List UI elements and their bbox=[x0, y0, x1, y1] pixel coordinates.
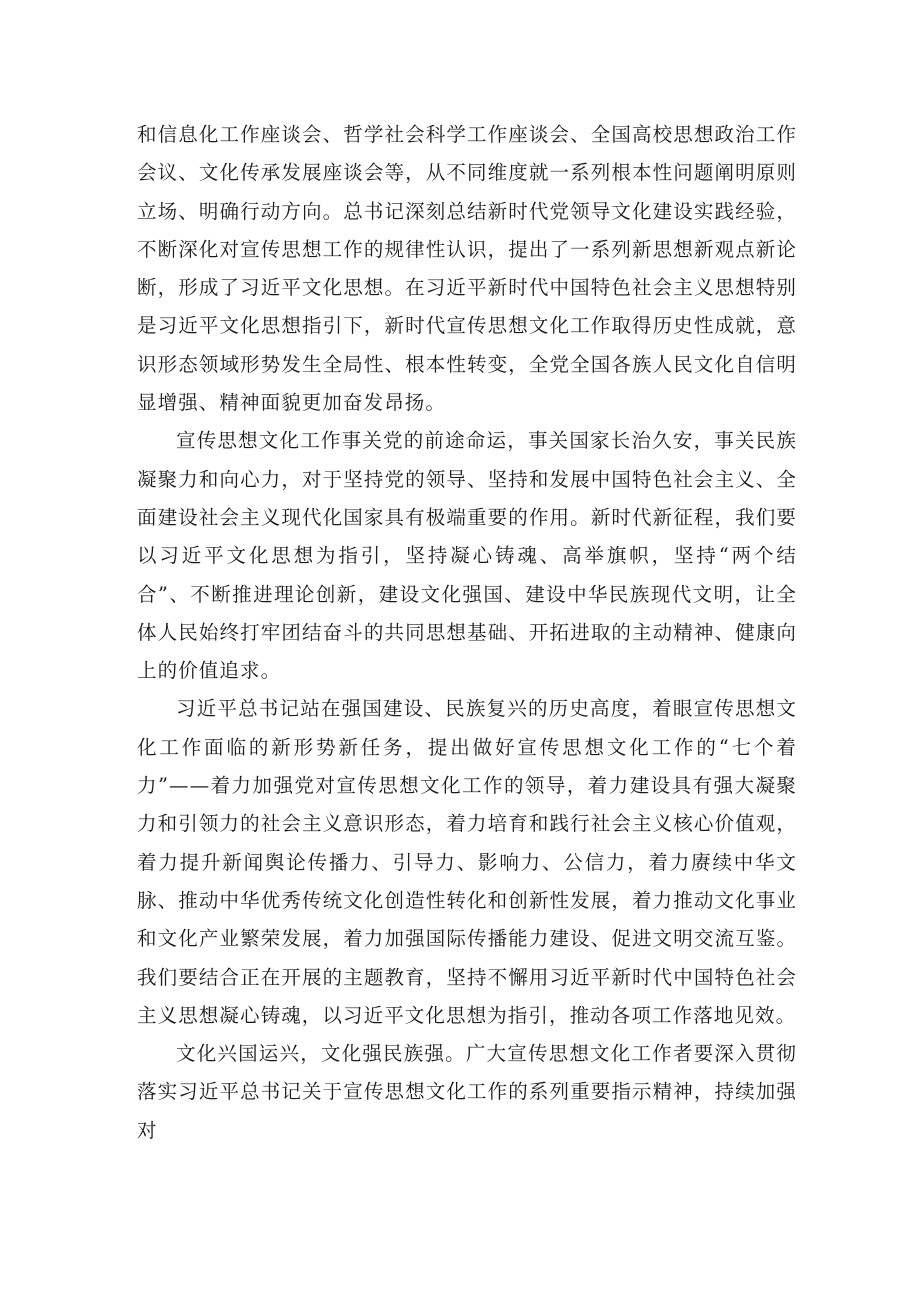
paragraph-1: 和信息化工作座谈会、哲学社会科学工作座谈会、全国高校思想政治工作会议、文化传承发展座谈会等，从不同维度就一系列根本性问题阐明原则立场、明确行动方向。总书记深刻总结新时代党领导文化建设实践经验，不断深化对宣传思想工作的规律性认识，提出了一系列新思想新观点新论断，形成了习近平文化思想。在习近平新时代中国特色社会主义思想特别是习近平文化思想指引下，新时代宣传思想文化工作取得历史性成就，意识形态领域形势发生全局性、根本性转变，全党全国各族人民文化自信明显增强、精神面貌更加奋发昂扬。 bbox=[137, 123, 797, 415]
document-body bbox=[137, 116, 797, 1150]
paragraph-4: 文化兴国运兴，文化强民族强。广大宣传思想文化工作者要深入贯彻落实习近平总书记关于宣传思想文化工作的系列重要指示精神，持续加强对 bbox=[137, 1042, 797, 1142]
paragraph-2: 宣传思想文化工作事关党的前途命运，事关国家长治久安，事关民族凝聚力和向心力，对于坚持党的领导、坚持和发展中国特色社会主义、全面建设社会主义现代化国家具有极端重要的作用。新时代新征程，我们要以习近平文化思想为指引，坚持凝心铸魂、高举旗帜，坚持“两个结合”、不断推进理论创新，建设文化强国、建设中华民族现代文明，让全体人民始终打牢团结奋斗的共同思想基础、开拓进取的主动精神、健康向上的价值追求。 bbox=[137, 429, 797, 683]
paragraph-3: 习近平总书记站在强国建设、民族复兴的历史高度，着眼宣传思想文化工作面临的新形势新任务，提出做好宣传思想文化工作的“七个着力”——着力加强党对宣传思想文化工作的领导，着力建设具有强大凝聚力和引领力的社会主义意识形态，着力培育和践行社会主义核心价值观，着力提升新闻舆论传播力、引导力、影响力、公信力，着力赓续中华文脉、推动中华优秀传统文化创造性转化和创新性发展，着力推动文化事业和文化产业繁荣发展，着力加强国际传播能力建设、促进文明交流互鉴。我们要结合正在开展的主题教育，坚持不懈用习近平新时代中国特色社会主义思想凝心铸魂，以习近平文化思想为指引，推动各项工作落地见效。 bbox=[137, 697, 797, 1027]
